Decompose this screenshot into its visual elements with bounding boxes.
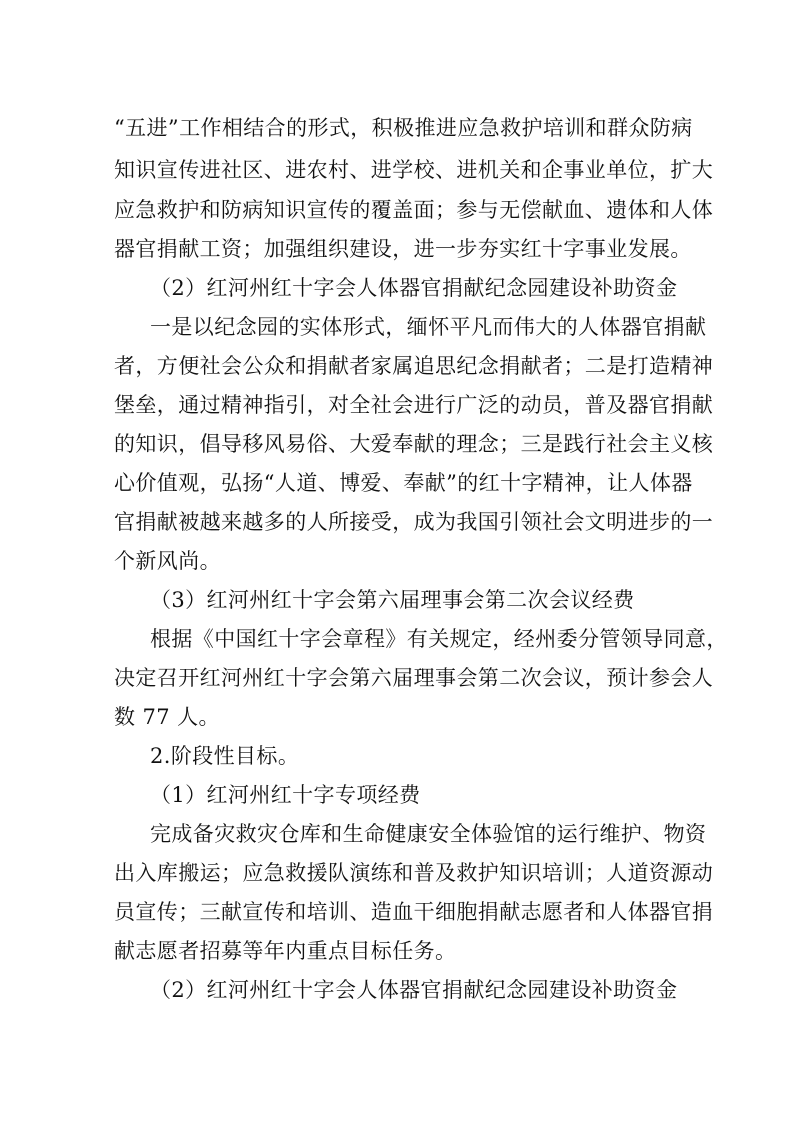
paragraph-line: 知识宣传进社区、进农村、进学校、进机关和企事业单位，扩大 xyxy=(114,158,714,182)
section-heading: （3）红河州红十字会第六届理事会第二次会议经费 xyxy=(150,588,635,612)
paragraph-line: 的知识，倡导移风易俗、大爱奉献的理念；三是践行社会主义核 xyxy=(114,432,714,456)
section-heading: 2.阶段性目标。 xyxy=(150,744,300,768)
paragraph-line: 根据《中国红十字会章程》有关规定，经州委分管领导同意， xyxy=(150,627,728,651)
paragraph-line: “五进”工作相结合的形式，积极推进应急救护培训和群众防病 xyxy=(114,116,693,140)
paragraph-line: 数 77 人。 xyxy=(114,705,220,729)
section-heading: （2）红河州红十字会人体器官捐献纪念园建设补助资金 xyxy=(150,276,678,300)
section-heading: （1）红河州红十字专项经费 xyxy=(150,783,421,807)
paragraph-line: 个新风尚。 xyxy=(114,549,221,573)
paragraph-line: 献志愿者招募等年内重点目标任务。 xyxy=(114,939,457,963)
paragraph-line: 者，方便社会公众和捐献者家属追思纪念捐献者；二是打造精神 xyxy=(114,354,714,378)
paragraph-line: 应急救护和防病知识宣传的覆盖面；参与无偿献血、遗体和人体 xyxy=(114,198,714,222)
paragraph-line: 官捐献被越来越多的人所接受，成为我国引领社会文明进步的一 xyxy=(114,510,714,534)
paragraph-line: 堡垒，通过精神指引，对全社会进行广泛的动员，普及器官捐献 xyxy=(114,393,714,417)
paragraph-line: 员宣传；三献宣传和培训、造血干细胞捐献志愿者和人体器官捐 xyxy=(114,900,714,924)
paragraph-line: 一是以纪念园的实体形式，缅怀平凡而伟大的人体器官捐献 xyxy=(150,315,707,339)
paragraph-line: 决定召开红河州红十字会第六届理事会第二次会议，预计参会人 xyxy=(114,666,714,690)
paragraph-line: 出入库搬运；应急救援队演练和普及救护知识培训；人道资源动 xyxy=(114,861,714,885)
paragraph-line: 完成备灾救灾仓库和生命健康安全体验馆的运行维护、物资 xyxy=(150,822,707,846)
paragraph-line: 器官捐献工资；加强组织建设，进一步夯实红十字事业发展。 xyxy=(114,237,692,261)
paragraph-line: 心价值观，弘扬“人道、博爱、奉献”的红十字精神，让人体器 xyxy=(114,471,693,495)
section-heading: （2）红河州红十字会人体器官捐献纪念园建设补助资金 xyxy=(150,978,678,1002)
